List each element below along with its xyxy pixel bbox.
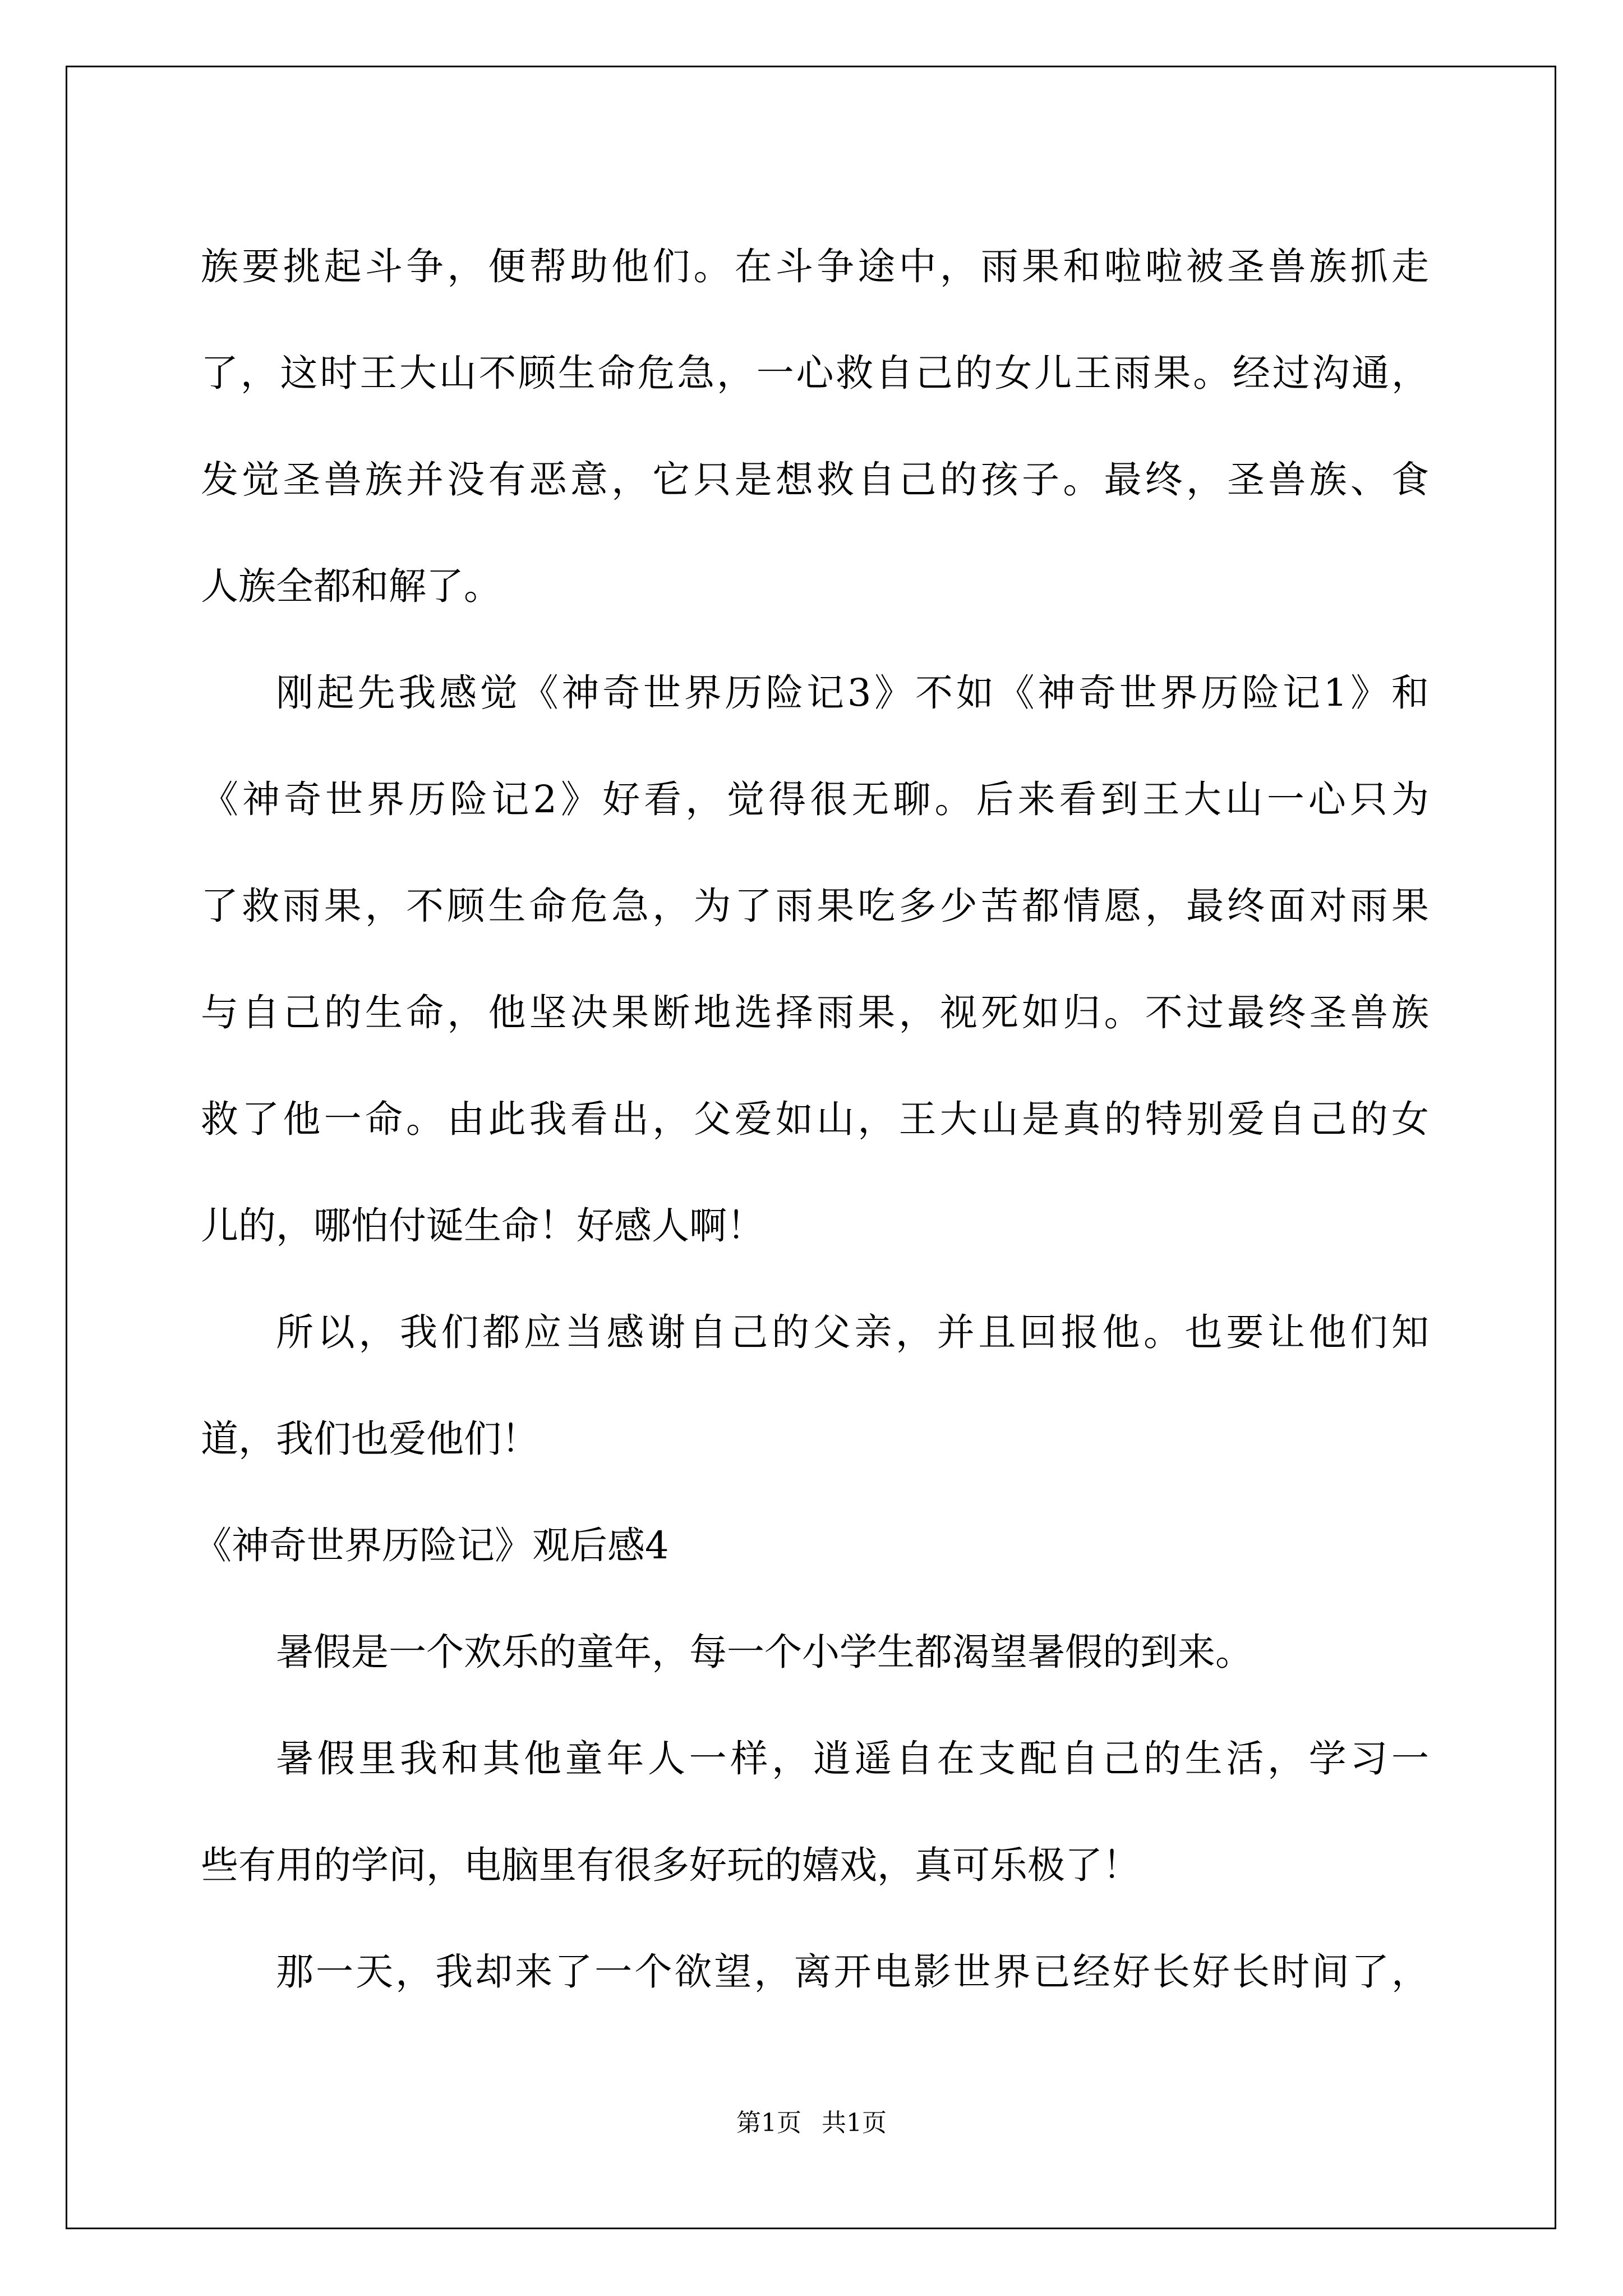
paragraph-start-line: 那一天，我却来了一个欲望，离开电影世界已经好长好长时间了， [276,1950,1429,1994]
text-line: 道，我们也爱他们！ [201,1417,539,1461]
paragraph-start-line: 刚起先我感觉《神奇世界历险记3》不如《神奇世界历险记1》和 [276,671,1429,715]
text-line: 发觉圣兽族并没有恶意，它只是想救自己的孩子。最终，圣兽族、食 [201,458,1429,501]
section-heading: 《神奇世界历险记》观后感4 [194,1524,669,1567]
document-body [194,213,1429,2025]
paragraph-start-line: 所以，我们都应当感谢自己的父亲，并且回报他。也要让他们知 [276,1310,1429,1354]
text-line: 族要挑起斗争，便帮助他们。在斗争途中，雨果和啦啦被圣兽族抓走 [201,245,1429,288]
text-line: 儿的，哪怕付诞生命！好感人啊！ [201,1204,764,1248]
paragraph-start-line: 暑假是一个欢乐的童年，每一个小学生都渴望暑假的到来。 [276,1630,1253,1674]
paragraph-start-line: 暑假里我和其他童年人一样，逍遥自在支配自己的生活，学习一 [276,1737,1429,1780]
page-number: 第1页 [736,2109,801,2137]
page-total: 共1页 [822,2109,887,2137]
text-line: 《神奇世界历险记2》好看，觉得很无聊。后来看到王大山一心只为 [201,777,1429,821]
page-footer [0,2106,1623,2140]
text-line: 救了他一命。由此我看出，父爱如山，王大山是真的特别爱自己的女 [201,1097,1429,1141]
text-line: 了，这时王大山不顾生命危急，一心救自己的女儿王雨果。经过沟通， [201,351,1429,395]
text-line: 人族全都和解了。 [201,564,501,608]
text-line: 了救雨果，不顾生命危急，为了雨果吃多少苦都情愿，最终面对雨果 [201,884,1429,928]
text-line: 些有用的学问，电脑里有很多好玩的嬉戏，真可乐极了！ [201,1843,1140,1887]
text-line: 与自己的生命，他坚决果断地选择雨果，视死如归。不过最终圣兽族 [201,991,1429,1034]
